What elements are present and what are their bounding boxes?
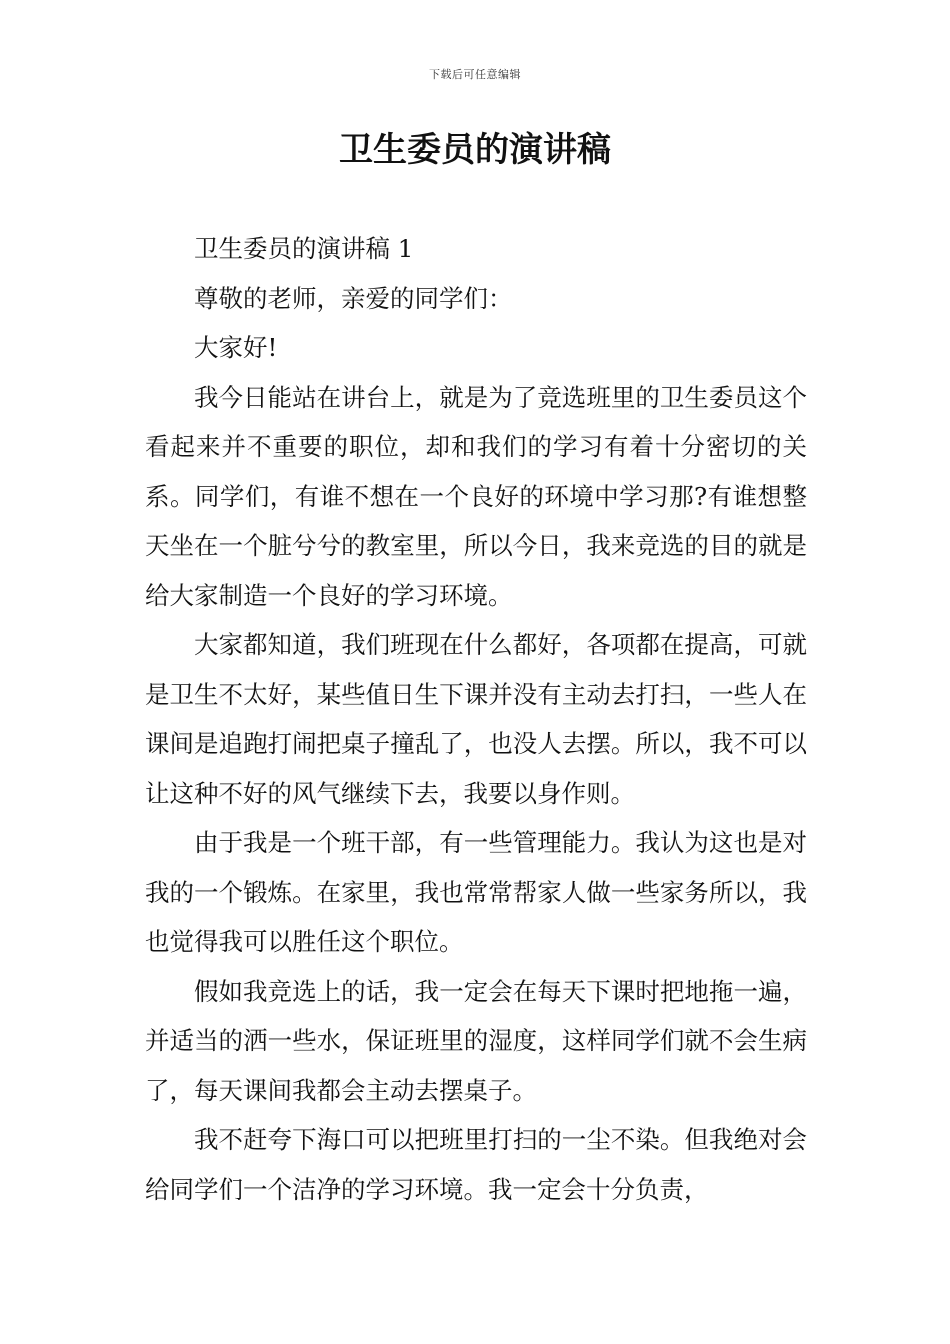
paragraph: 由于我是一个班干部，有一些管理能力。我认为这也是对我的一个锻炼。在家里，我也常常帮家人做一些家务所以，我也觉得我可以胜任这个职位。	[145, 828, 807, 956]
document-body	[145, 224, 807, 1214]
paragraph: 我不赶夸下海口可以把班里打扫的一尘不染。但我绝对会给同学们一个洁净的学习环境。我一定会十分负责，	[145, 1125, 807, 1204]
paragraph-greeting: 大家好!	[194, 333, 278, 362]
paragraph-subtitle: 卫生委员的演讲稿 1	[194, 234, 414, 263]
document-title: 卫生委员的演讲稿	[339, 130, 611, 170]
header-note: 下载后可任意编辑	[429, 68, 521, 81]
paragraph: 假如我竞选上的话，我一定会在每天下课时把地拖一遍，并适当的洒一些水，保证班里的湿度，这样同学们就不会生病了，每天课间我都会主动去摆桌子。	[145, 976, 807, 1105]
paragraph: 大家都知道，我们班现在什么都好，各项都在提高，可就是卫生不太好，某些值日生下课并没有主动去打扫，一些人在课间是追跑打闹把桌子撞乱了，也没人去摆。所以，我不可以让这种不好的风气继续下去，我要以身作则。	[145, 630, 807, 808]
paragraph-salutation: 尊敬的老师，亲爱的同学们：	[194, 283, 513, 313]
paragraph: 我今日能站在讲台上，就是为了竞选班里的卫生委员这个看起来并不重要的职位，却和我们的学习有着十分密切的关系。同学们，有谁不想在一个良好的环境中学习那?有谁想整天坐在一个脏兮兮的教室里，所以今日，我来竞选的目的就是给大家制造一个良好的学习环境。	[145, 382, 807, 610]
